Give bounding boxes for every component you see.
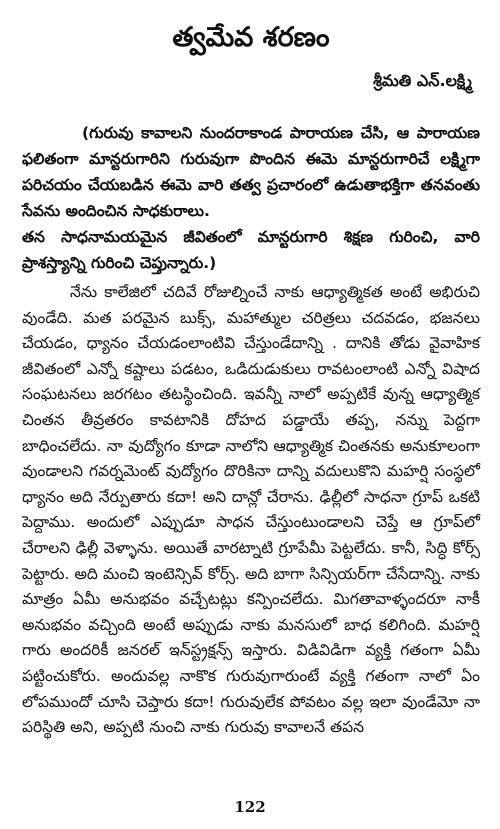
page-title: త్వమేవ శరణం bbox=[172, 22, 330, 53]
intro-paragraph: తన సాధనామయమైన జీవితంలో మాన్టరుగారి శిక్షణ గురించి, వారి ప్రాశస్త్యాన్ని గురించి చెప్తున్నారు.) bbox=[22, 228, 480, 272]
page-number: 122 bbox=[234, 798, 266, 816]
body-paragraph: నేను కాలేజిలో చదివే రోజుల్నించే నాకు ఆధ్యాత్మికత అంటే అభిరుచి వుండేది. మత పరమైన బుక్స్, మహాత్ముల చరిత్రలు చదవడం, భజనలు చేయడం, ధ్యానం చేయడంలాంటివి చేస్తుండేదాన్ని . దానికి తోడు వైవాహిక జీవితంలో ఎన్నో కష్టాలు పడటం, ఒడిదుడుకులు రావటంలాంటి ఎన్నో విషాద సంఘటనలు జరగటం తటస్థించింది. ఇవన్నీ నాలో అప్పటికే వున్న ఆధ్యాత్మిక చింతన తీవ్రతరం కావటానికి దోహద పడ్డాయే తప్ప, నన్ను పెద్దగా బాధించలేదు. నా వుద్యోగం కూడా నాలోని ఆధ్యాత్మిక చింతనకు అనుకూలంగా వుండాలని గవర్నమెంట్ వుద్యోగం దొరికినా దాన్ని వదులుకొని మహర్షి సంస్థలో ధ్యానం అది నేర్పుతారు కదా! అని దాన్లో చేరాను. ఢిల్లీలో సాధనా గ్రూప్ ఒకటి పెద్దాము. అందులో ఎప్పుడూ సాధన చేస్తుంటుండాలని చెప్తే ఆ గ్రూప్‌లో చేరాలని ఢిల్లీ వెళ్ళాను. అయితే వారట్నాటి గ్రూపేమీ పెట్టలేదు. కానీ, సిద్ధి కోర్స్ పెట్టారు. అది మంచి ఇంటెన్సివ్ కోర్స్. అది బాగా సిన్సియర్‌గా చేసేదాన్ని. నాకు మాత్రం ఏమీ అనుభవం వచ్చేటట్లు కన్పించలేదు. మిగతావాళ్ళందరూ నాకీ అనుభవం వచ్చింది అంటే అప్పుడు నాకు మనసులో బాధ కలిగింది. మహర్షి గారు అందరికీ జనరల్ ఇన్‌స్ట్రక్షన్స్ ఇస్తారు. విడివిడిగా వ్యక్తి గతంగా ఏమీ పట్టించుకోరు. అందువల్ల నాకొక గురువుగారుంటే వ్యక్తి గతంగా నాలో ఏం లోపముందో చూసి చెప్తారు కదా! గురువులేక పోవటం వల్ల ఇలా వుండేమో నా పరిస్థితి అని, అప్పటి నుంచి నాకు గురువు కావాలనే తపన bbox=[22, 283, 480, 737]
body-text bbox=[22, 280, 480, 741]
author-name: శ్రీమతి ఎన్.లక్ష్మి bbox=[373, 71, 472, 90]
intro-paragraph: (గురువు కావాలని నుందరాకాండ పారాయణ చేసి, ఆ పారాయణ ఫలితంగా మాన్టరుగారిని గురువుగా పొందిన ఈమె మాన్టరుగారిచే లక్ష్మిగా పరిచయం చేయబడిన ఈమె వారి తత్వ ప్రచారంలో ఉడుతాభక్తిగా తనవంతు సేవను అందించిన సాధకురాలు. bbox=[22, 124, 480, 220]
intro-note bbox=[22, 120, 480, 276]
